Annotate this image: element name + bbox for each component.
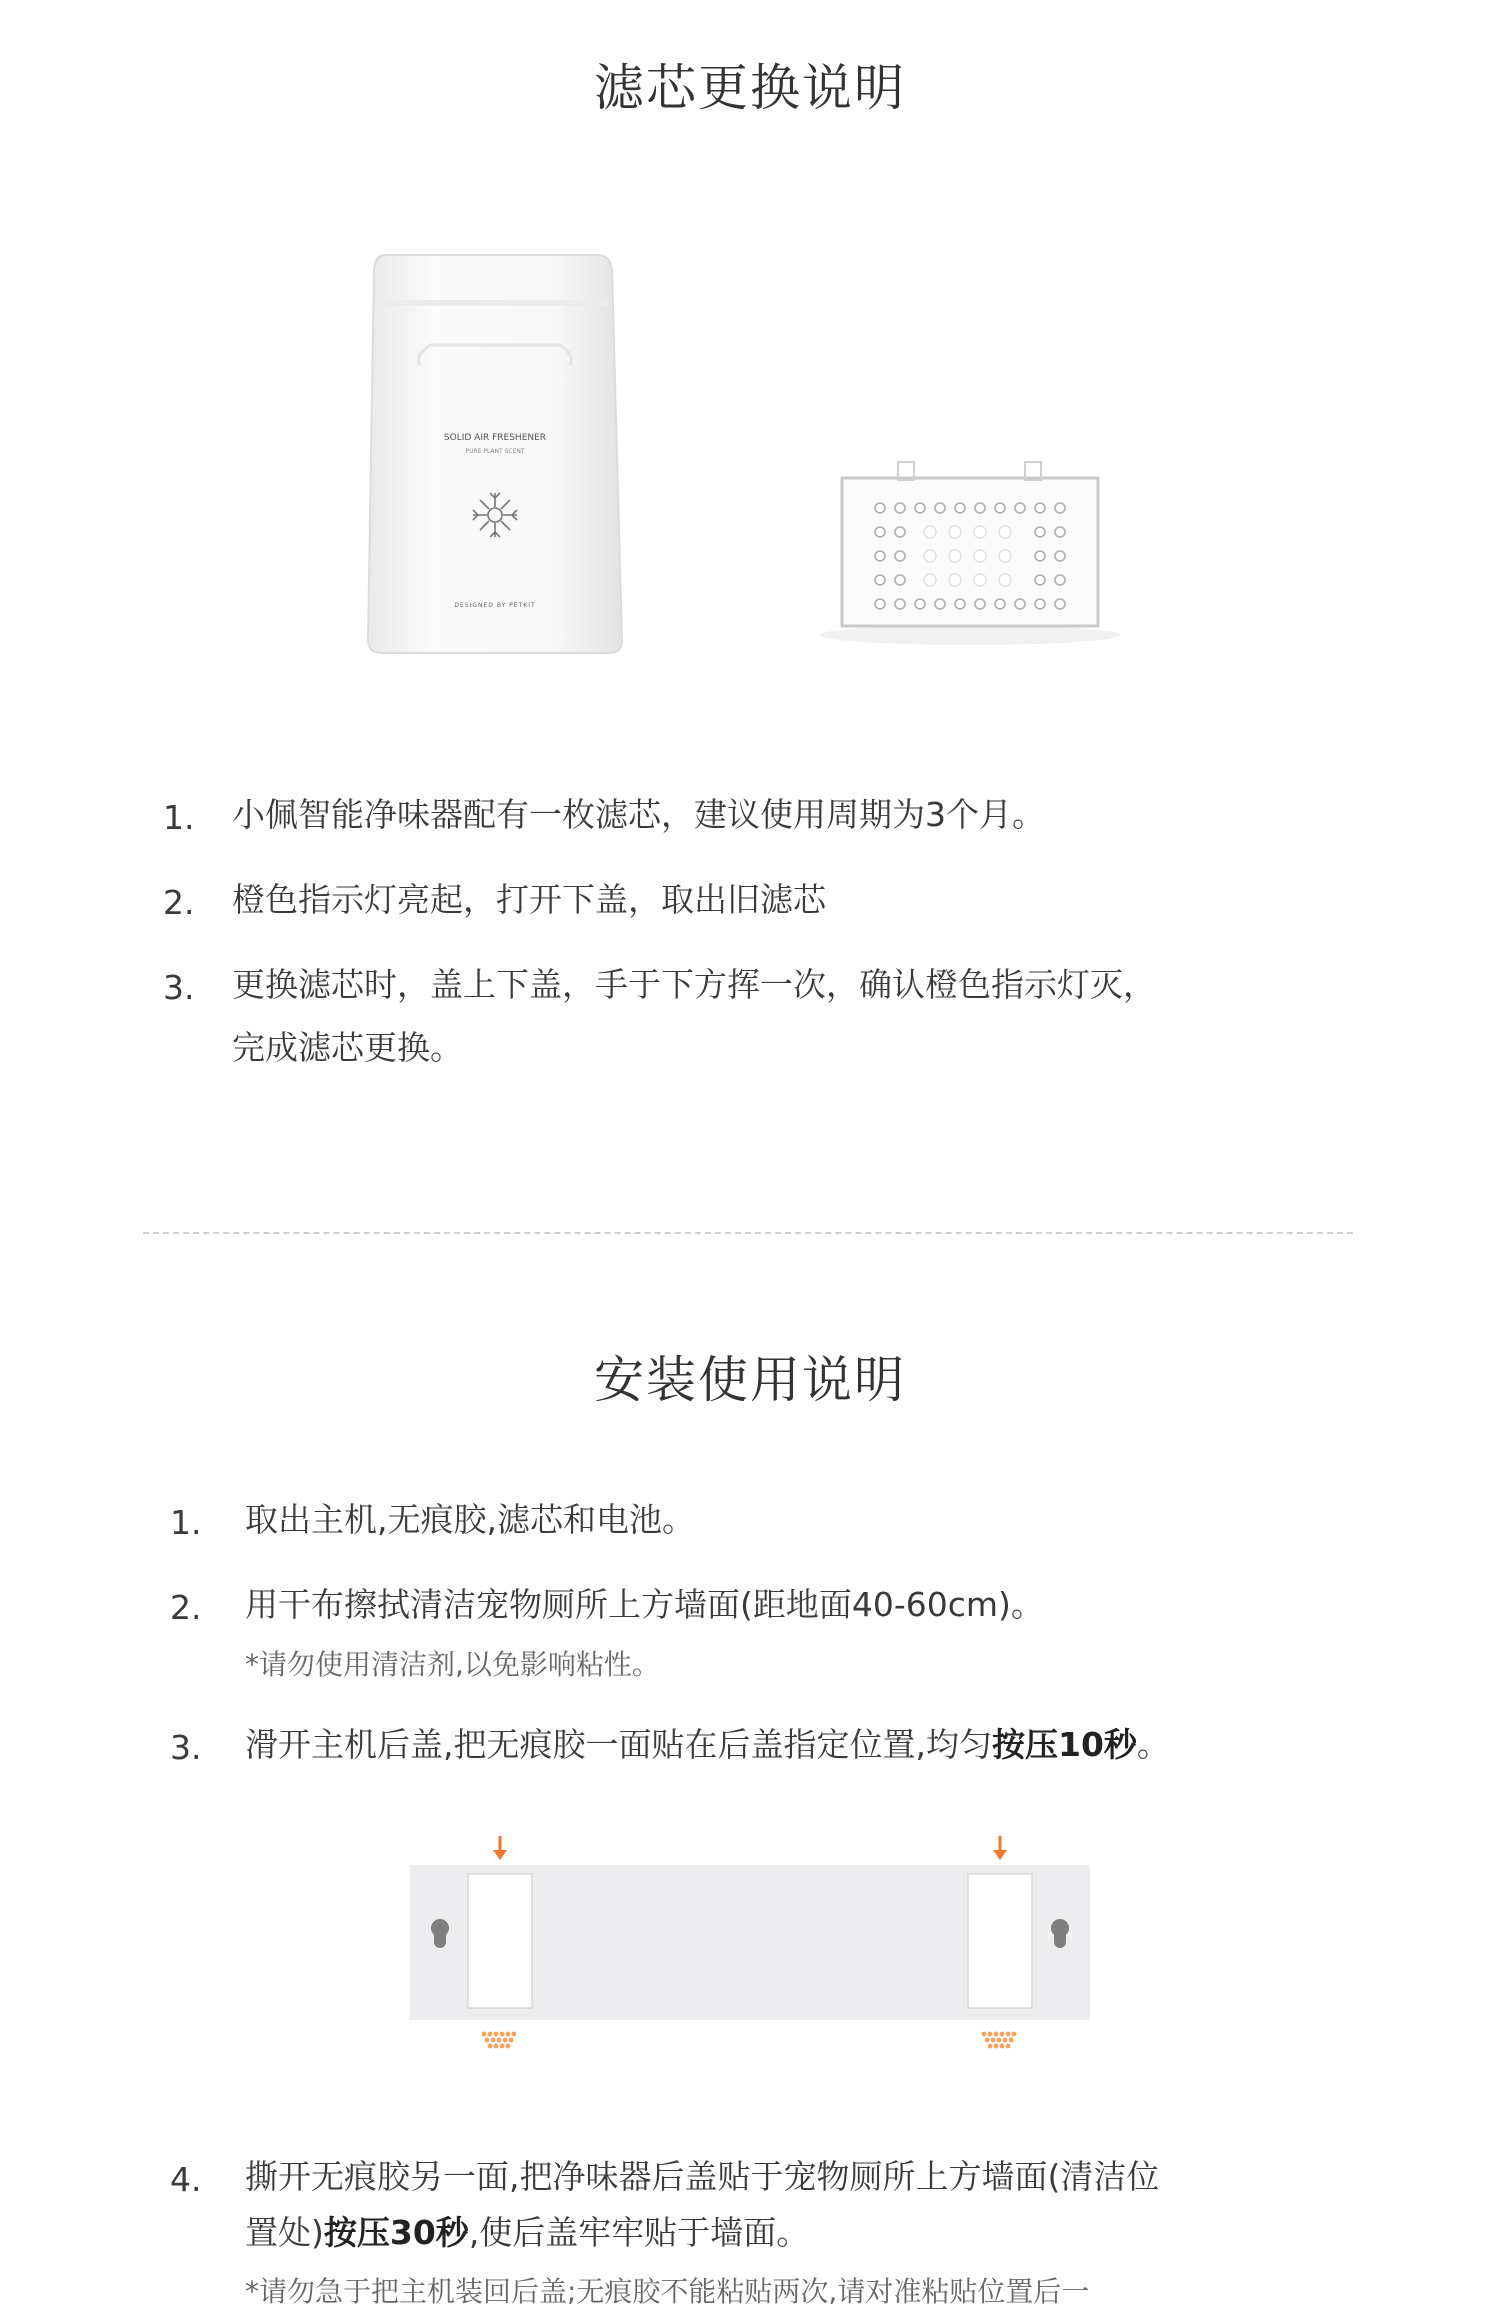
install-step-2-number: 2. xyxy=(170,1588,202,1627)
install-step-4-number: 4. xyxy=(170,2160,202,2199)
press-dots-left xyxy=(482,2032,517,2049)
section-divider xyxy=(143,1232,1353,1234)
filter-step-2-number: 2. xyxy=(163,883,195,922)
install-step-3-text: 滑开主机后盖,把无痕胶一面贴在后盖指定位置,均匀按压10秒。 xyxy=(245,1725,1170,1764)
install-step-4-line2: 置处)按压30秒,使后盖牢牢贴于墙面。 xyxy=(245,2213,810,2252)
filter-step-3-number: 3. xyxy=(163,968,195,1007)
filter-replacement-title: 滤芯更换说明 xyxy=(594,59,906,117)
filter-step-2-text: 橙色指示灯亮起，打开下盖，取出旧滤芯 xyxy=(232,880,826,919)
install-step-4-bold: 按压30秒 xyxy=(323,2213,469,2252)
air-freshener-pouch-image xyxy=(360,245,630,665)
filter-step-1-number: 1. xyxy=(163,798,195,837)
press-dots-right xyxy=(982,2032,1017,2049)
press-arrow-icon xyxy=(493,1836,1007,1860)
install-step-1-number: 1. xyxy=(170,1503,202,1542)
install-step-2-text: 用干布擦拭清洁宠物厕所上方墙面(距地面40-60cm)。 xyxy=(245,1585,1044,1624)
install-step-4-line1: 撕开无痕胶另一面,把净味器后盖贴于宠物厕所上方墙面(清洁位 xyxy=(245,2157,1160,2196)
filter-step-3-line1: 更换滤芯时，盖上下盖，手于下方挥一次，确认橙色指示灯灭， xyxy=(232,965,1156,1004)
pouch-brand-text: SOLID AIR FRESHENER xyxy=(443,433,547,443)
back-cover-diagram xyxy=(400,1810,1100,2060)
install-step-3-number: 3. xyxy=(170,1728,202,1767)
pouch-footer-text: DESIGNED BY PETKIT xyxy=(454,602,536,609)
install-step-3-bold: 按压10秒 xyxy=(991,1725,1137,1764)
install-step-1-text: 取出主机,无痕胶,滤芯和电池。 xyxy=(245,1500,695,1539)
install-step-2-note: *请勿使用清洁剂,以免影响粘性。 xyxy=(245,1648,660,1681)
pouch-sub-text: PURE PLANT SCENT xyxy=(465,448,525,455)
install-step-4-note: *请勿急于把主机装回后盖;无痕胶不能粘贴两次,请对准粘贴位置后一 xyxy=(245,2275,1090,2308)
filter-cartridge-image xyxy=(820,440,1120,650)
filter-step-3-line2: 完成滤芯更换。 xyxy=(232,1028,463,1067)
installation-title: 安装使用说明 xyxy=(594,1351,906,1409)
filter-step-1-text: 小佩智能净味器配有一枚滤芯，建议使用周期为3个月。 xyxy=(232,795,1045,834)
